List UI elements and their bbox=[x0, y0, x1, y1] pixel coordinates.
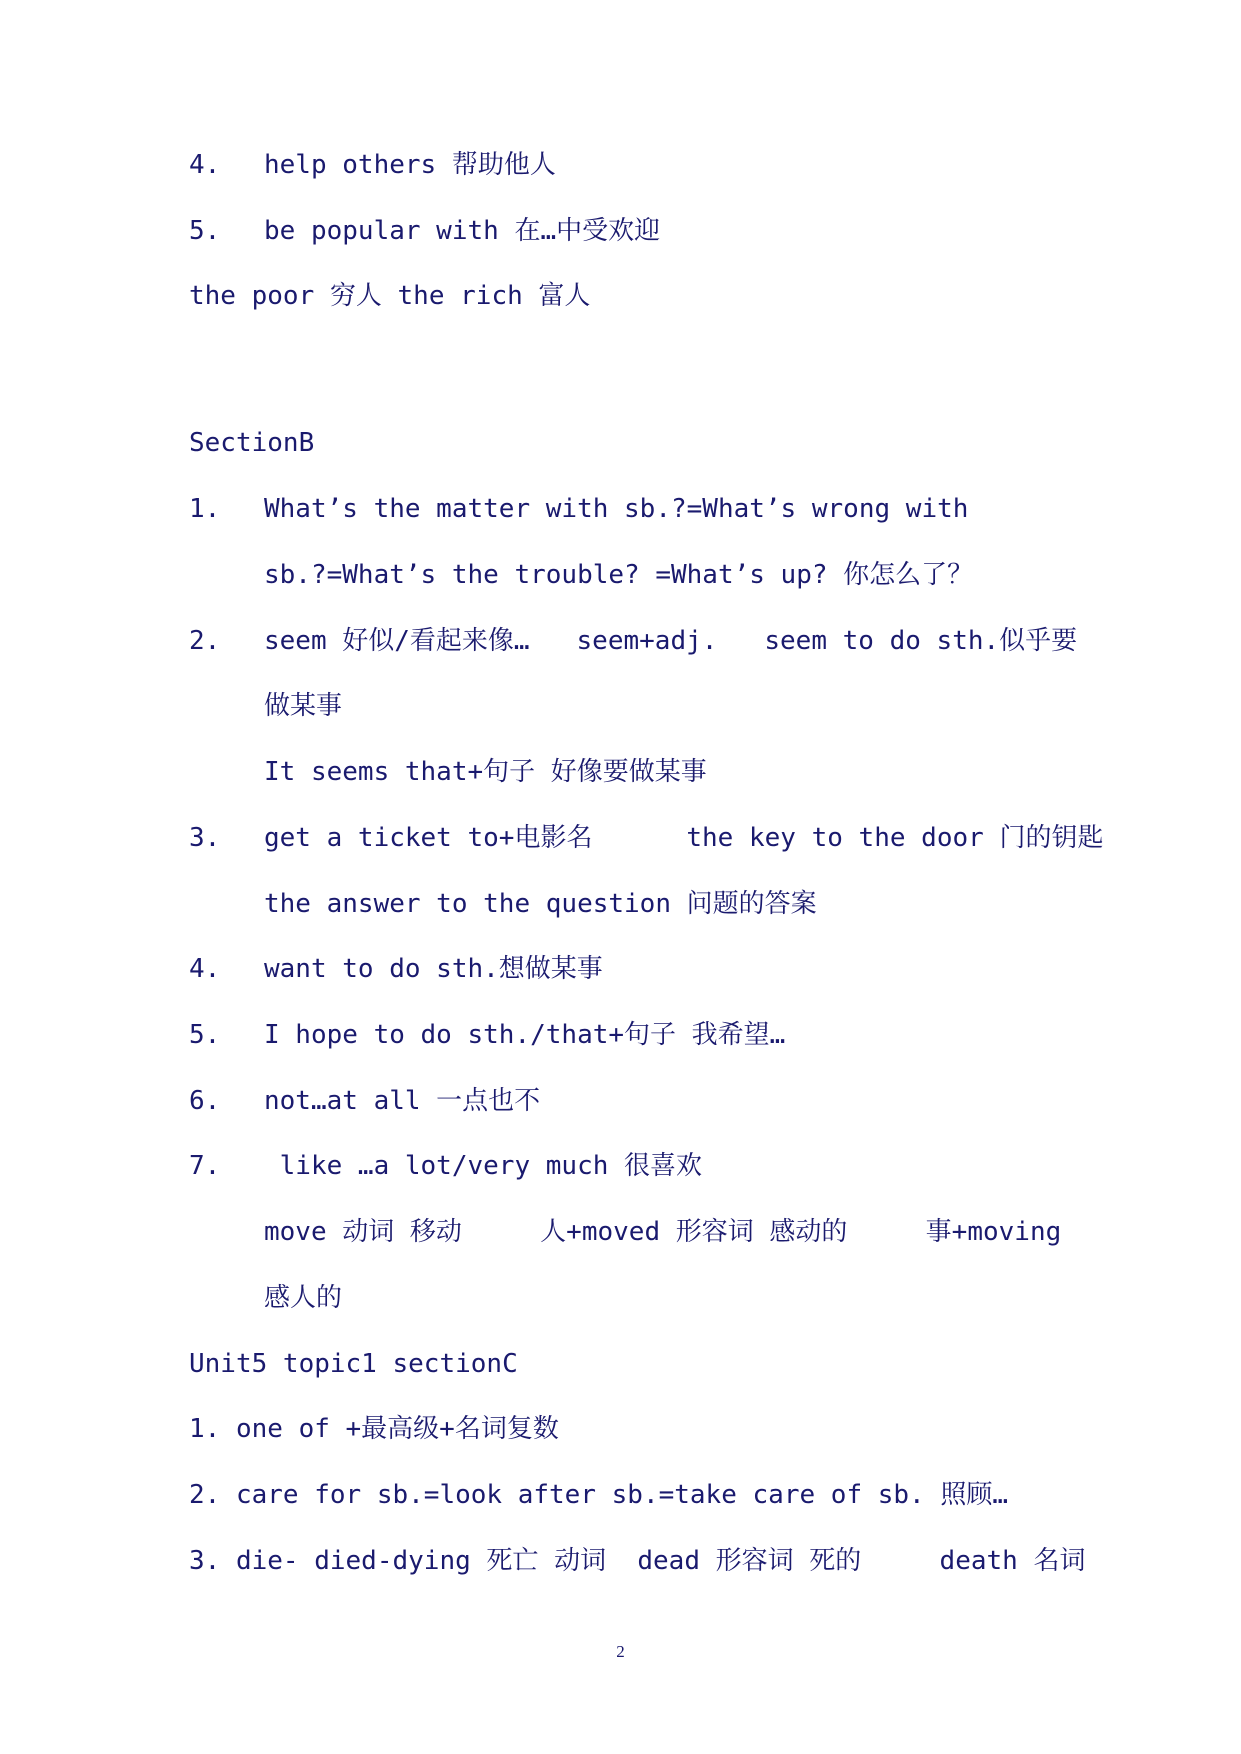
list-item-text: be popular with 在…中受欢迎 bbox=[264, 216, 661, 246]
list-item-text: move 动词 移动 人+moved 形容词 感动的 事+moving bbox=[264, 1217, 1062, 1247]
list-item-text: 2. care for sb.=look after sb.=take care of sb. 照顾… bbox=[189, 1480, 1009, 1510]
list-number: 5. bbox=[189, 1020, 221, 1050]
list-item-text: I hope to do sth./that+句子 我希望… bbox=[264, 1020, 786, 1050]
list-item-text: 感人的 bbox=[264, 1283, 343, 1313]
list-item-text: seem 好似/看起来像… seem+adj. seem to do sth.似乎要 bbox=[264, 626, 1078, 656]
list-item-text: not…at all 一点也不 bbox=[264, 1086, 541, 1116]
list-item-text: 3. die- died-dying 死亡 动词 dead 形容词 死的 death 名词 bbox=[189, 1546, 1086, 1576]
list-number: 5. bbox=[189, 216, 221, 246]
list-number: 3. bbox=[189, 823, 221, 853]
page-number: 2 bbox=[616, 1642, 625, 1661]
text-line: the poor 穷人 the rich 富人 bbox=[189, 281, 591, 311]
list-item-text: get a ticket to+电影名 the key to the door 门的钥匙 bbox=[264, 823, 1104, 853]
list-number: 4. bbox=[189, 150, 221, 180]
list-item-text: sb.?=What’s the trouble? =What’s up? 你怎么了？ bbox=[264, 560, 974, 590]
list-item-text: like …a lot/very much 很喜欢 bbox=[264, 1151, 703, 1181]
list-number: 6. bbox=[189, 1086, 221, 1116]
list-number: 1. bbox=[189, 494, 221, 524]
list-number: 4. bbox=[189, 954, 221, 984]
list-item-text: 1. one of +最高级+名词复数 bbox=[189, 1414, 559, 1444]
list-item-text: 做某事 bbox=[264, 691, 343, 721]
list-item-text: It seems that+句子 好像要做某事 bbox=[264, 757, 707, 787]
list-item-text: the answer to the question 问题的答案 bbox=[264, 889, 817, 919]
section-heading: SectionB bbox=[189, 428, 315, 458]
list-item-text: What’s the matter with sb.?=What’s wrong with bbox=[264, 494, 969, 524]
list-number: 2. bbox=[189, 626, 221, 656]
list-item-text: want to do sth.想做某事 bbox=[264, 954, 603, 984]
unit-heading: Unit5 topic1 sectionC bbox=[189, 1349, 518, 1379]
list-number: 7. bbox=[189, 1151, 221, 1181]
list-item-text: help others 帮助他人 bbox=[264, 150, 556, 180]
